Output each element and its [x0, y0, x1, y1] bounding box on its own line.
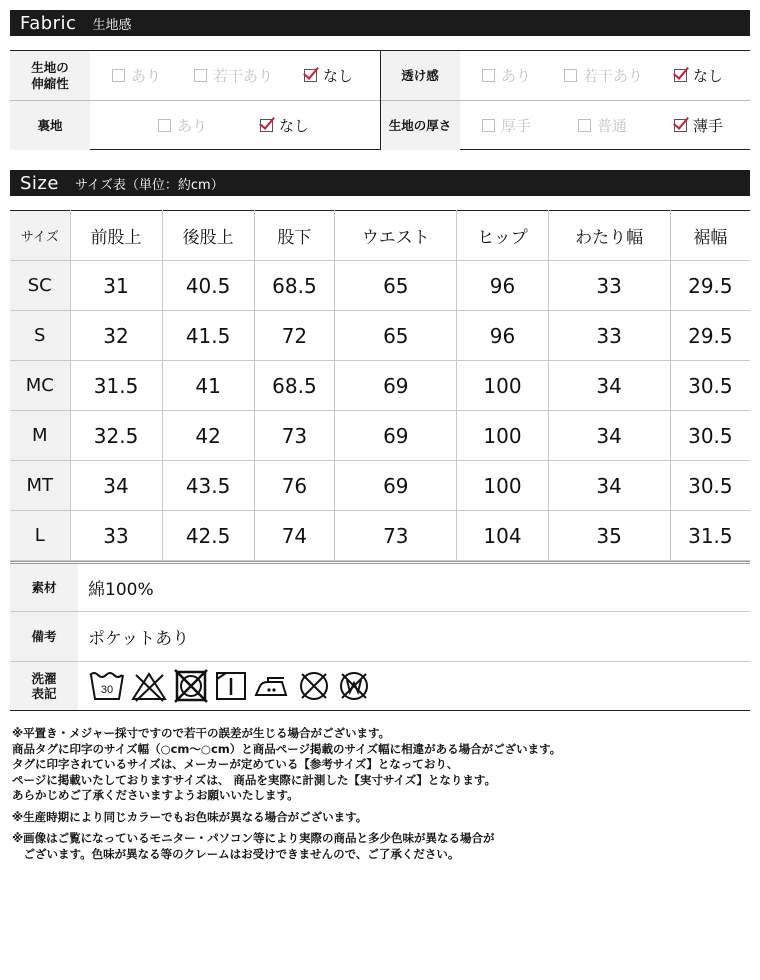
transparency-option: 若干あり [564, 65, 643, 86]
care-icons [78, 662, 750, 711]
no-bleach-icon [130, 669, 168, 703]
table-cell: 104 [457, 511, 548, 561]
wash-temperature: 30 [100, 684, 114, 696]
column-header: 裾幅 [670, 211, 750, 261]
table-cell: 43.5 [162, 461, 254, 511]
lining-label: 裏地 [10, 101, 90, 150]
lining-option-selected: なし [260, 115, 309, 136]
table-cell: 65 [335, 261, 457, 311]
column-header: ヒップ [457, 211, 548, 261]
fabric-title: Fabric [20, 12, 77, 34]
remarks-value: ポケットあり [78, 612, 750, 662]
care-row [10, 662, 750, 711]
table-row [10, 511, 750, 561]
care-label: 洗濯 表記 [10, 662, 78, 711]
info-table [10, 561, 750, 711]
column-header: ウエスト [335, 211, 457, 261]
table-cell: 32.5 [70, 411, 162, 461]
table-cell: 69 [335, 411, 457, 461]
checkbox-icon [194, 69, 207, 82]
table-cell: 33 [548, 261, 670, 311]
checkbox-icon [564, 69, 577, 82]
stretch-option-selected: なし [304, 65, 353, 86]
size-label: S [10, 311, 70, 361]
table-cell: 34 [548, 411, 670, 461]
size-column-header: サイズ [10, 211, 70, 261]
size-label: MT [10, 461, 70, 511]
fabric-divider [380, 51, 381, 150]
table-cell: 100 [457, 411, 548, 461]
table-cell: 34 [548, 361, 670, 411]
note-line: ※画像はご覧になっているモニター・パソコン等により実際の商品と多少色味が異なる場合が [12, 831, 495, 845]
table-cell: 100 [457, 361, 548, 411]
checkbox-icon [482, 69, 495, 82]
stretch-option: 若干あり [194, 65, 273, 86]
table-cell: 96 [457, 311, 548, 361]
table-cell: 41 [162, 361, 254, 411]
table-cell: 31 [70, 261, 162, 311]
table-cell: 74 [254, 511, 335, 561]
table-cell: 42 [162, 411, 254, 461]
material-value: 綿100% [78, 563, 750, 612]
table-cell: 31.5 [670, 511, 750, 561]
note-line: 商品タグに印字のサイズ幅（○cm〜○cm）と商品ページ掲載のサイズ幅に相違がある場合がございます。 [12, 741, 562, 756]
checked-checkbox-icon [260, 119, 273, 132]
table-cell: 30.5 [670, 411, 750, 461]
table-row [10, 311, 750, 361]
table-cell: 40.5 [162, 261, 254, 311]
wash-30-icon [88, 669, 126, 703]
size-label: M [10, 411, 70, 461]
table-cell: 41.5 [162, 311, 254, 361]
table-cell: 68.5 [254, 361, 335, 411]
material-row [10, 563, 750, 612]
iron-low-icon [252, 669, 292, 703]
table-cell: 76 [254, 461, 335, 511]
table-cell: 29.5 [670, 311, 750, 361]
table-row [10, 261, 750, 311]
stretch-option: あり [112, 65, 161, 86]
table-row [10, 461, 750, 511]
transparency-option: あり [482, 65, 531, 86]
material-label: 素材 [10, 563, 78, 612]
no-wet-clean-icon [336, 669, 372, 703]
fabric-section-header [10, 10, 750, 36]
table-cell: 35 [548, 511, 670, 561]
remarks-label: 備考 [10, 612, 78, 662]
thickness-option-selected: 薄手 [674, 115, 723, 136]
size-table-header-row [10, 211, 750, 261]
table-cell: 65 [335, 311, 457, 361]
note-line: ページに掲載いたしておりますサイズは、 商品を実際に計測した【実寸サイズ】となります。 [12, 772, 497, 787]
no-tumble-dry-icon [172, 669, 210, 703]
table-row [10, 411, 750, 461]
table-cell: 73 [254, 411, 335, 461]
column-header: 股下 [254, 211, 335, 261]
column-header: 後股上 [162, 211, 254, 261]
lining-option: あり [158, 115, 207, 136]
thickness-options [460, 101, 750, 150]
table-cell: 30.5 [670, 361, 750, 411]
transparency-label: 透け感 [380, 51, 460, 100]
checked-checkbox-icon [674, 119, 687, 132]
checkbox-icon [578, 119, 591, 132]
size-section-header [10, 170, 750, 196]
stretch-options [90, 51, 380, 100]
checked-checkbox-icon [674, 69, 687, 82]
transparency-option-selected: なし [674, 65, 723, 86]
checkbox-icon [158, 119, 171, 132]
table-cell: 100 [457, 461, 548, 511]
table-cell: 33 [70, 511, 162, 561]
column-header: わたり幅 [548, 211, 670, 261]
table-cell: 30.5 [670, 461, 750, 511]
table-cell: 68.5 [254, 261, 335, 311]
table-cell: 32 [70, 311, 162, 361]
note-line: あらかじめご了承くださいますようお願いいたします。 [12, 788, 299, 802]
table-cell: 42.5 [162, 511, 254, 561]
size-title: Size [20, 172, 59, 194]
table-cell: 72 [254, 311, 335, 361]
table-cell: 29.5 [670, 261, 750, 311]
table-cell: 33 [548, 311, 670, 361]
notes [12, 726, 752, 862]
thickness-option: 普通 [578, 115, 627, 136]
table-cell: 69 [335, 361, 457, 411]
size-label: SC [10, 261, 70, 311]
table-cell: 34 [548, 461, 670, 511]
table-cell: 96 [457, 261, 548, 311]
size-label: L [10, 511, 70, 561]
thickness-option: 厚手 [482, 115, 531, 136]
table-cell: 73 [335, 511, 457, 561]
stretch-label: 生地の 伸縮性 [10, 51, 90, 100]
note-line: ※平置き・メジャー採寸ですので若干の誤差が生じる場合がございます。 [12, 726, 391, 740]
table-cell: 31.5 [70, 361, 162, 411]
line-dry-icon [214, 669, 248, 703]
note-line: ※生産時期により同じカラーでもお色味が異なる場合がございます。 [12, 809, 368, 824]
lining-options [90, 101, 380, 150]
checked-checkbox-icon [304, 69, 317, 82]
table-cell: 34 [70, 461, 162, 511]
remarks-row [10, 612, 750, 662]
transparency-options [460, 51, 750, 100]
fabric-subtitle: 生地感 [92, 17, 132, 33]
table-row [10, 361, 750, 411]
checkbox-icon [112, 69, 125, 82]
no-dry-clean-icon [296, 669, 332, 703]
size-table [10, 210, 750, 561]
fabric-table [10, 50, 750, 150]
note-line: タグに印字されているサイズは、メーカーが定めている【参考サイズ】となっており、 [12, 757, 459, 771]
table-cell: 69 [335, 461, 457, 511]
note-line: ございます。色味が異なる等のクレームはお受けできませんので、ご了承ください。 [12, 846, 460, 861]
thickness-label: 生地の厚さ [380, 101, 460, 150]
checkbox-icon [482, 119, 495, 132]
column-header: 前股上 [70, 211, 162, 261]
size-subtitle: サイズ表（単位：約cm） [74, 177, 224, 193]
size-label: MC [10, 361, 70, 411]
